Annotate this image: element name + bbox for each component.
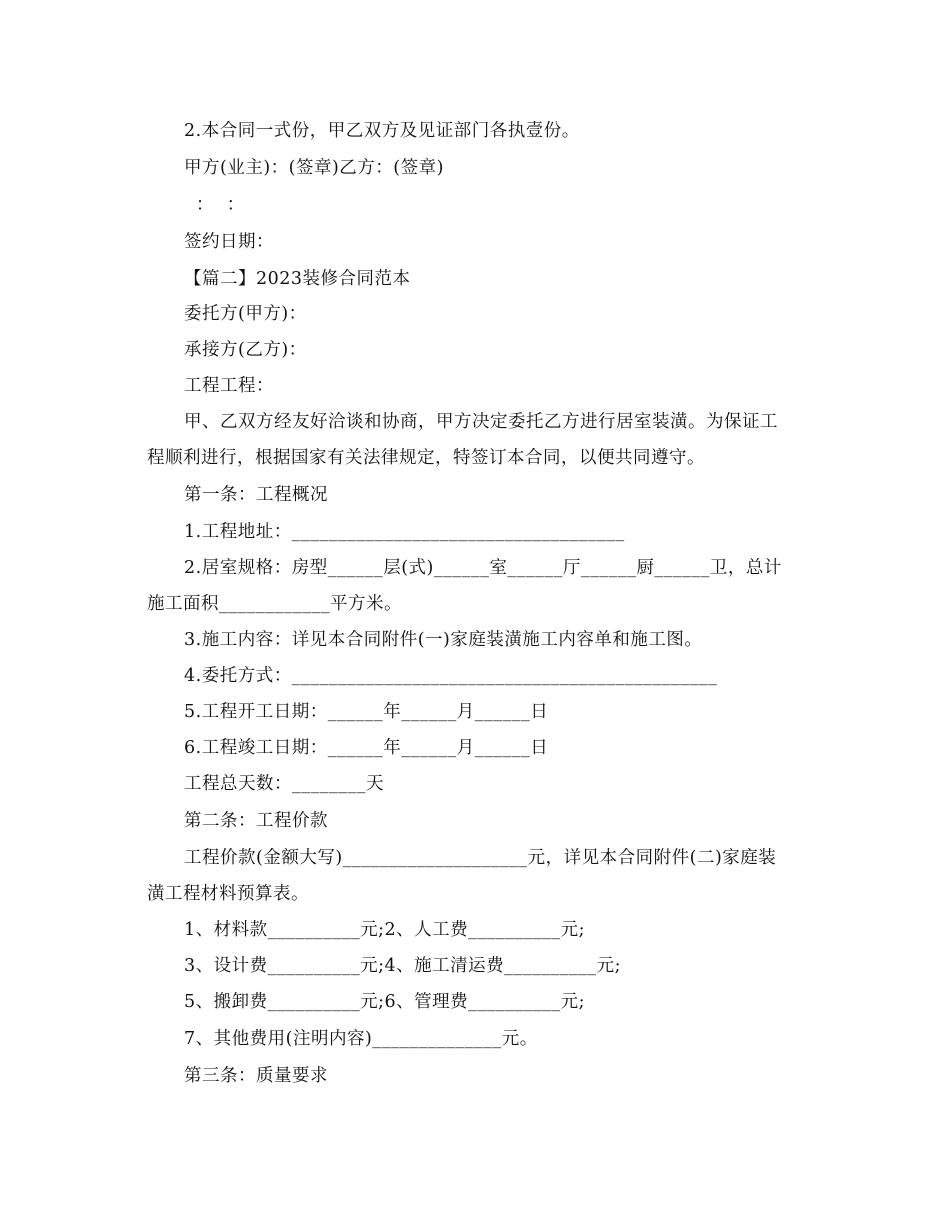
contractor-party: 承接方(乙方)： <box>184 340 307 360</box>
fee-line-4: 7、其他费用(注明内容)______________元。 <box>184 1029 538 1049</box>
room-spec-line2: 施工面积____________平方米。 <box>147 594 402 614</box>
article-one-heading: 第一条：工程概况 <box>184 485 328 505</box>
article-three-heading: 第三条：质量要求 <box>184 1066 328 1086</box>
intro-paragraph-line2: 程顺利进行，根据国家有关法律规定，特签订本合同，以便共同遵守。 <box>147 448 705 468</box>
fee-line-3: 5、搬卸费__________元;6、管理费__________元; <box>184 992 586 1012</box>
section-title: 【篇二】2023装修合同范本 <box>184 269 411 289</box>
completion-date: 6.工程竣工日期：______年______月______日 <box>184 738 549 758</box>
signature-parties: 甲方(业主)：(签章)乙方：(签章) <box>184 158 444 178</box>
price-paragraph-line2: 潢工程材料预算表。 <box>147 884 309 904</box>
intro-paragraph-line1: 甲、乙双方经友好洽谈和协商，甲方决定委托乙方进行居室装潢。为保证工 <box>184 412 778 432</box>
signing-date: 签约日期： <box>184 232 274 252</box>
article-two-heading: 第二条：工程价款 <box>184 811 328 831</box>
total-days: 工程总天数：________天 <box>184 774 384 794</box>
project-address: 1.工程地址：____________________________________ <box>184 522 625 542</box>
price-paragraph-line1: 工程价款(金额大写)____________________元，详见本合同附件(二)家庭装 <box>184 848 777 868</box>
project-name: 工程工程： <box>184 376 274 396</box>
commission-method: 4.委托方式：______________________________________________ <box>184 666 718 686</box>
fee-line-2: 3、设计费__________元;4、施工清运费__________元; <box>184 956 622 976</box>
client-party: 委托方(甲方)： <box>184 304 307 324</box>
construction-content: 3.施工内容：详见本合同附件(一)家庭装潢施工内容单和施工图。 <box>184 630 703 650</box>
signature-colons: ：： <box>196 195 267 215</box>
fee-line-1: 1、材料款__________元;2、人工费__________元; <box>184 920 586 940</box>
start-date: 5.工程开工日期：______年______月______日 <box>184 702 549 722</box>
clause-copies: 2.本合同一式份，甲乙双方及见证部门各执壹份。 <box>184 121 580 141</box>
room-spec-line1: 2.居室规格：房型______层(式)______室______厅______厨______卫，总计 <box>184 558 782 578</box>
